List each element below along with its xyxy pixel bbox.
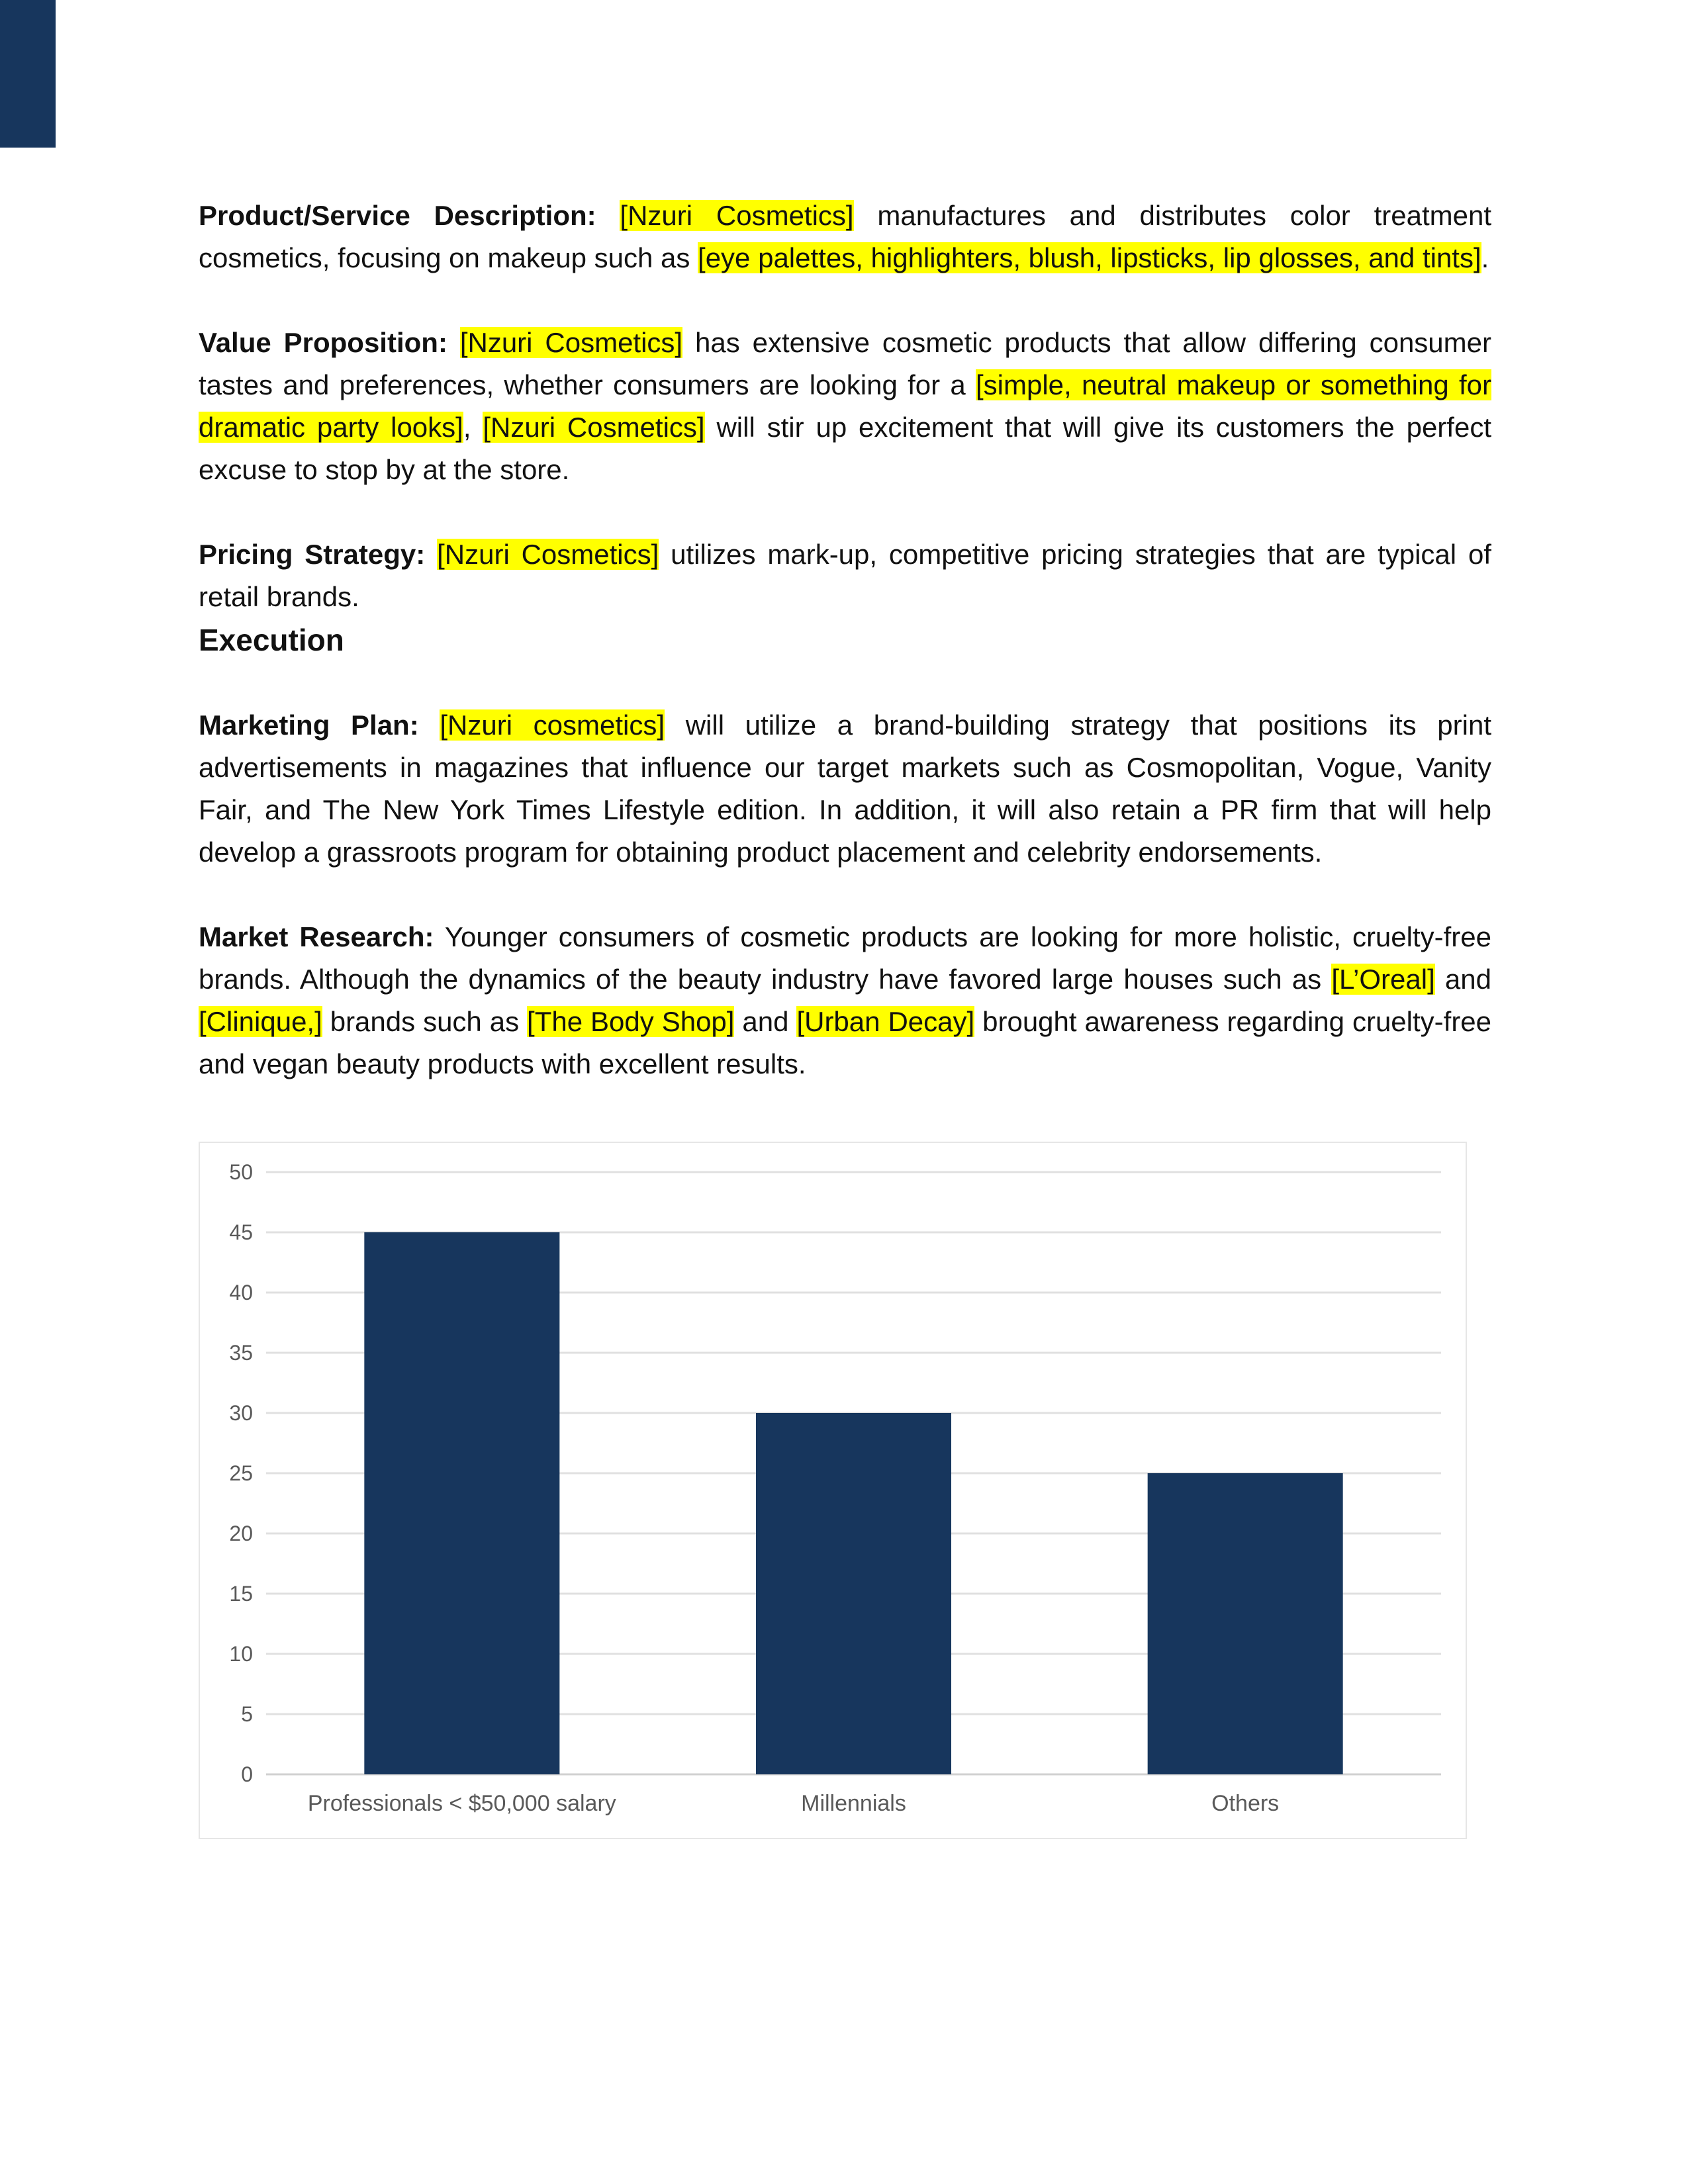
highlight-company-name: [Nzuri Cosmetics] xyxy=(620,200,854,231)
pricing-strategy-paragraph xyxy=(199,533,1491,618)
spacer xyxy=(425,539,437,570)
spacer xyxy=(447,327,460,358)
paragraph-text: has extensive cosmetic products that allow differing consumer tastes and preferences, whether consumers are looking for a xyxy=(199,327,1491,400)
execution-heading: Execution xyxy=(199,623,344,657)
highlight-brand-clinique: [Clinique,] xyxy=(199,1006,322,1037)
highlight-company-name: [Nzuri Cosmetics] xyxy=(437,539,659,570)
paragraph-text: utilizes mark-up, competitive pricing strategies that are typical of retail brands. xyxy=(199,539,1491,612)
bar xyxy=(364,1232,559,1774)
y-tick-label: 45 xyxy=(229,1220,253,1244)
paragraph-text: and xyxy=(1434,964,1491,995)
y-tick-label: 50 xyxy=(229,1160,253,1184)
document-body xyxy=(199,195,1491,1085)
x-category-label: Others xyxy=(1211,1791,1280,1816)
highlight-brand-body-shop: [The Body Shop] xyxy=(527,1006,735,1037)
y-tick-label: 5 xyxy=(241,1702,253,1726)
spacer xyxy=(419,709,440,741)
y-tick-label: 0 xyxy=(241,1762,253,1786)
paragraph-text: will stir up excitement that will give its customers the perfect excuse to stop by at the store. xyxy=(199,412,1491,485)
product-description-label: Product/Service Description: xyxy=(199,200,596,231)
highlight-company-name: [Nzuri Cosmetics] xyxy=(459,327,683,358)
paragraph-text: will utilize a brand-building strategy that positions its print advertisements in magazines that influence our target markets such as Cosmopolitan, Vogue, Vanity Fair, and The New York Times Lifestyle edition. In addition, it will also retain a PR firm that will help develop a grassroots program for obtaining product placement and celebrity endorsements. xyxy=(199,709,1492,868)
highlight-company-name: [Nzuri Cosmetics] xyxy=(483,412,705,443)
bar xyxy=(756,1413,951,1774)
paragraph-text: , xyxy=(463,412,483,443)
y-tick-label: 30 xyxy=(229,1401,253,1425)
market-research-label: Market Research: xyxy=(199,921,434,952)
pricing-strategy-label: Pricing Strategy: xyxy=(199,539,426,570)
highlight-brand-urban-decay: [Urban Decay] xyxy=(796,1006,975,1037)
value-proposition-label: Value Proposition: xyxy=(199,327,447,358)
x-category-label: Professionals < $50,000 salary xyxy=(307,1791,616,1816)
highlight-company-name: [Nzuri cosmetics] xyxy=(440,709,665,741)
paragraph-text: and xyxy=(734,1006,797,1037)
product-description-paragraph xyxy=(199,195,1491,279)
y-tick-label: 35 xyxy=(229,1341,253,1365)
marketing-plan-label: Marketing Plan: xyxy=(199,709,419,741)
y-tick-label: 25 xyxy=(229,1461,253,1485)
paragraph-text: brands such as xyxy=(322,1006,528,1037)
bar-chart-svg xyxy=(200,1143,1466,1838)
highlight-product-list: [eye palettes, highlighters, blush, lipsticks, lip glosses, and tints] xyxy=(698,242,1481,273)
corner-accent-bar xyxy=(0,0,56,148)
highlight-makeup-style: [simple, neutral makeup or something for dramatic party looks] xyxy=(199,369,1491,443)
paragraph-text: Younger consumers of cosmetic products are looking for more holistic, cruelty-free brands. Although the dynamics of the beauty industry have favored large houses such as xyxy=(199,921,1492,995)
paragraph-text: brought awareness regarding cruelty-free and vegan beauty products with excellent results. xyxy=(199,1006,1492,1079)
highlight-brand-loreal: [L’Oreal] xyxy=(1331,964,1435,995)
marketing-plan-paragraph xyxy=(199,704,1491,874)
bar xyxy=(1148,1473,1343,1774)
y-tick-label: 15 xyxy=(229,1582,253,1606)
paragraph-text: manufactures and distributes color treatment cosmetics, focusing on makeup such as xyxy=(199,200,1491,273)
y-tick-label: 10 xyxy=(229,1642,253,1666)
y-tick-label: 20 xyxy=(229,1522,253,1545)
y-tick-label: 40 xyxy=(229,1281,253,1304)
value-proposition-paragraph xyxy=(199,322,1491,491)
bar-chart xyxy=(199,1142,1467,1839)
spacer xyxy=(596,200,620,231)
x-category-label: Millennials xyxy=(801,1791,906,1816)
paragraph-text: . xyxy=(1481,242,1489,273)
market-research-paragraph xyxy=(199,916,1491,1085)
